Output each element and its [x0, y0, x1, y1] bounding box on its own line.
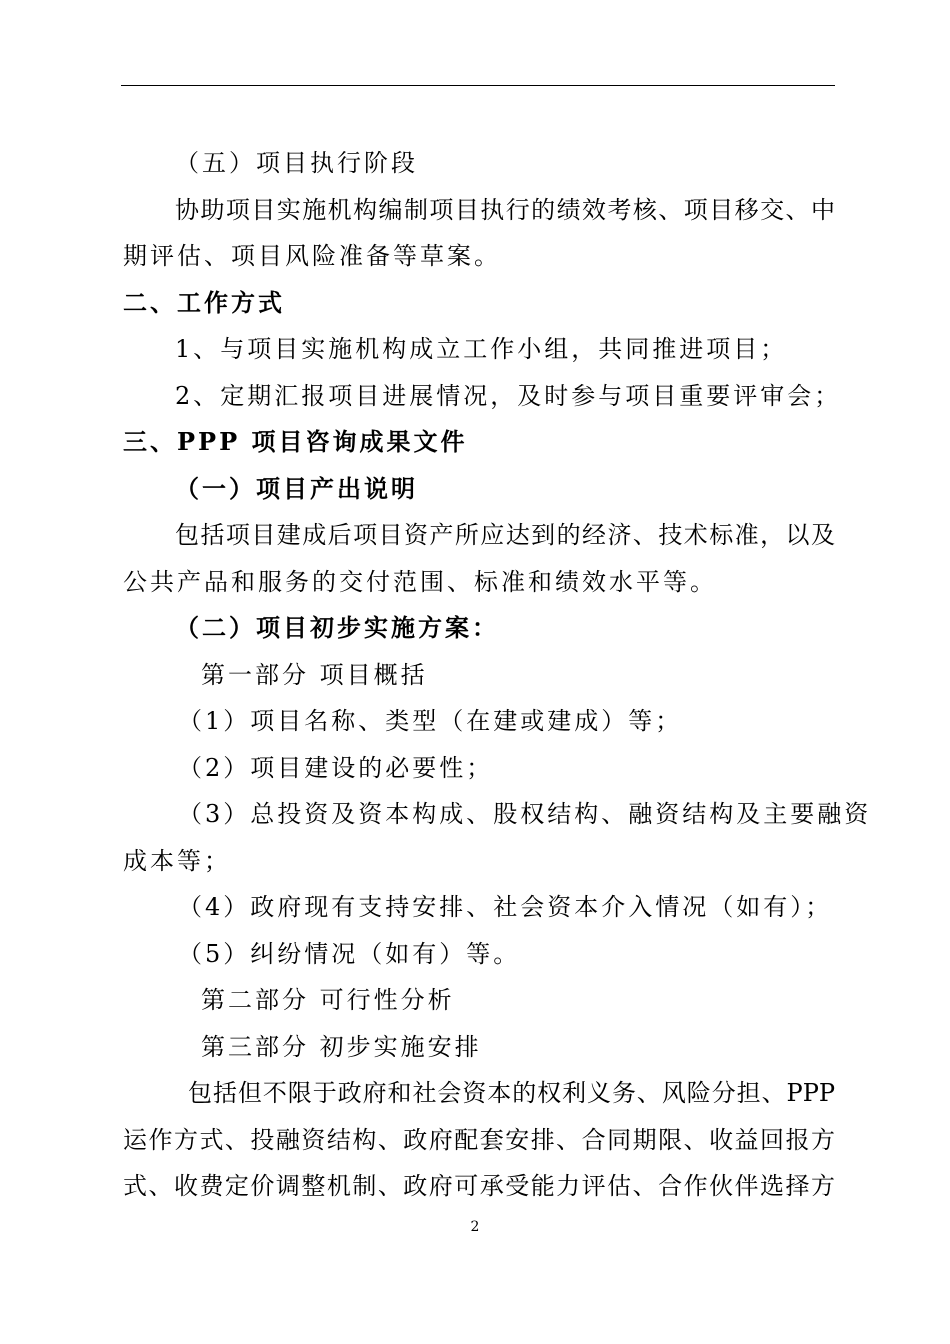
list-item: 2、定期汇报项目进展情况，及时参与项目重要评审会；: [175, 381, 842, 410]
section-heading-deliverables: 三、PPP 项目咨询成果文件: [123, 427, 468, 456]
section-heading-work-method: 二、工作方式: [123, 287, 285, 317]
list-item: （5）纠纷情况（如有）等。: [178, 939, 521, 968]
paragraph-line: 公共产品和服务的交付范围、标准和绩效水平等。: [123, 567, 717, 596]
header-rule: [121, 85, 835, 86]
list-item: （3）总投资及资本构成、股权结构、融资结构及主要融资: [178, 800, 872, 828]
paragraph-line: 期评估、项目风险准备等草案。: [123, 242, 501, 270]
subheading-implementation-plan: （二）项目初步实施方案：: [175, 613, 499, 642]
page-number: 2: [470, 1219, 480, 1235]
list-item: （4）政府现有支持安排、社会资本介入情况（如有）；: [178, 893, 833, 921]
list-item: （2）项目建设的必要性；: [178, 753, 494, 782]
paragraph-line: 包括项目建成后项目资产所应达到的经济、技术标准，以及: [175, 521, 835, 549]
page-body: [123, 140, 872, 1210]
list-item: 1、与项目实施机构成立工作小组，共同推进项目；: [175, 335, 788, 363]
paragraph-line: 包括但不限于政府和社会资本的权利义务、风险分担、PPP: [188, 1079, 835, 1107]
paragraph-line: 式、收费定价调整机制、政府可承受能力评估、合作伙伴选择方: [123, 1172, 835, 1200]
subheading-output-description: （一）项目产出说明: [175, 473, 418, 503]
list-item-continuation: 成本等；: [123, 846, 231, 875]
paragraph-line: 协助项目实施机构编制项目执行的绩效考核、项目移交、中: [175, 195, 835, 224]
paragraph-line: 运作方式、投融资结构、政府配套安排、合同期限、收益回报方: [123, 1125, 835, 1154]
part-heading: 第三部分 初步实施安排: [201, 1032, 482, 1061]
part-heading: 第二部分 可行性分析: [201, 986, 455, 1014]
list-item: （1）项目名称、类型（在建或建成）等；: [178, 707, 683, 735]
part-heading: 第一部分 项目概括: [201, 660, 428, 689]
subheading-phase-five: （五）项目执行阶段: [175, 149, 418, 177]
